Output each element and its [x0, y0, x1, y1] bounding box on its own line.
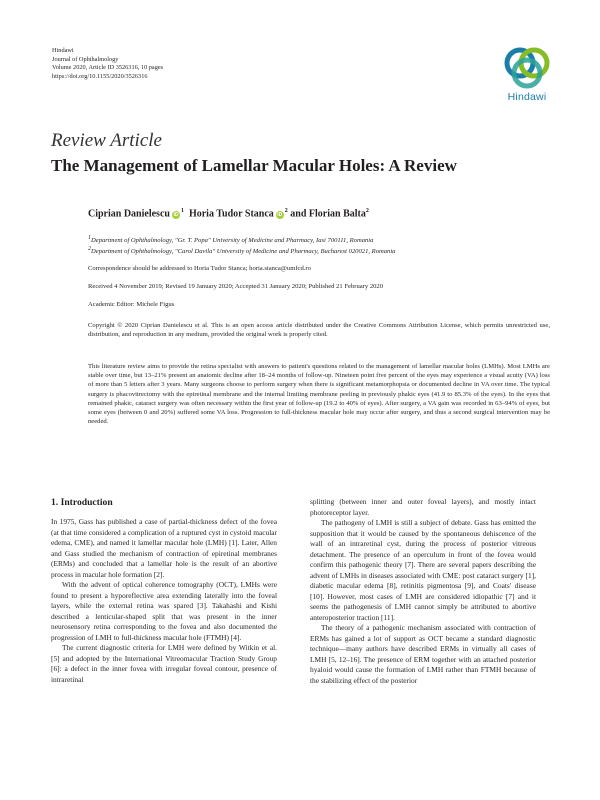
affiliation-sup: 1	[88, 235, 91, 241]
author-affiliation-sup: 1	[180, 208, 184, 214]
affiliation-line	[88, 245, 550, 256]
article-type: Review Article	[51, 130, 162, 151]
academic-editor: Academic Editor: Michele Figus	[88, 301, 175, 308]
journal-meta	[52, 47, 163, 81]
copyright-notice: Copyright © 2020 Ciprian Danielescu et al. This is an open access article distributed under the Creative Commons Attribution License, which permits unrestricted use, distribution, and reproduction in any medium, provided the original work is properly cited.	[88, 322, 550, 339]
body-column-right	[310, 497, 536, 686]
author-affiliation-sup: 2	[284, 208, 288, 214]
author-name: Horia Tudor Stanca	[188, 208, 274, 220]
author-conjunction: and	[290, 208, 307, 220]
hindawi-logo-icon	[502, 47, 552, 89]
paragraph: With the advent of optical coherence tomography (OCT), LMHs were found to present a hyporeflective area extending laterally into the foveal layers, while the external retina was spared [3]. Takahashi and Kishi described a lenticular-shaped split that was present in the inner neurosensory retina corresponding to the fovea and also documented the progression of LMH to full-thickness macular hole (FTMH) [4].	[51, 580, 277, 642]
affiliation-text: Department of Ophthalmology, "Carol Davila" University of Medicine and Pharmacy, Bucharest 020021, Romania	[91, 248, 396, 256]
logo-wordmark: Hindawi	[507, 91, 547, 103]
author-list	[88, 208, 369, 219]
orcid-icon[interactable]: iD	[173, 212, 179, 219]
publication-dates: Received 4 November 2019; Revised 19 January 2020; Accepted 31 January 2020; Published 21 February 2020	[88, 283, 384, 290]
volume-line: Volume 2020, Article ID 3526316, 10 pages	[52, 64, 164, 72]
section-heading: 1. Introduction	[51, 497, 113, 508]
paragraph: splitting (between inner and outer foveal layers), and mostly intact photoreceptor layer.	[310, 497, 536, 517]
paragraph: The theory of a pathogenic mechanism associated with contraction of ERMs has gained a lot of support as OCT became a standard diagnostic technique—many authors have described ERMs in virtually all cases of LMH [5, 12–16]. The presence of ERM together with an attached posterior hyaloid would cause the formation of LMH rather than FTMH because of the stabilizing effect of the posterior	[310, 623, 536, 685]
hindawi-logo	[498, 47, 556, 103]
correspondence: Correspondence should be addressed to Horia Tudor Stanca; horia.stanca@umfcd.ro	[88, 265, 311, 272]
journal-name: Journal of Ophthalmology	[52, 55, 119, 63]
affiliations	[88, 234, 550, 257]
abstract: This literature review aims to provide the retina specialist with answers to patient's questions related to the management of lamellar macular holes (LMHs). Most LMHs are stable over time, but 13–21% present an anatomic decline after 18–24 months of follow-up. Nineteen point five percent of the eyes may experience a visual acuity (VA) loss of more than 5 letters after 3 years. Many surgeons choose to perform surgery when there is significant metamorphopsia or documented decline in VA over time. The typical surgery is phacovitrectomy with the epiretinal membrane and the internal limiting membrane peeling in previously phakic eyes (41.9 to 85.3% of the eyes). In the eyes that remained phakic, cataract surgery was often necessary within the first year of follow-up (19.2 to 40% of eyes). After surgery, a VA gain was recorded in 63–94% of eyes, but some eyes (between 0 and 20%) suffered some VA loss. Progression to full-thickness macular hole may occur after surgery, and thus a second surgical intervention may be needed.	[88, 363, 550, 426]
orcid-icon[interactable]: iD	[277, 212, 283, 219]
body-column-left	[51, 497, 277, 685]
author-name: Florian Balta	[308, 208, 366, 220]
author-affiliation-sup: 2	[365, 208, 369, 214]
author-name: Ciprian Danielescu	[88, 208, 170, 220]
affiliation-line	[88, 234, 550, 245]
doi-link[interactable]: https://doi.org/10.1155/2020/3526316	[52, 72, 148, 80]
paragraph: In 1975, Gass has published a case of partial-thickness defect of the fovea (at that time considered a complication of a ruptured cyst in cystoid macular edema, CME), and named it lamellar macular hole (LMH) [1]. Later, Allen and Gass studied the mechanism of contraction of epiretinal membranes (ERMs) and concluded that a lamellar hole is the result of an abortive process in macular hole formation [2].	[51, 517, 277, 579]
paragraph: The pathogeny of LMH is still a subject of debate. Gass has emitted the supposition that it would be caused by the spontaneous dehiscence of the wall of an intraretinal cyst, during the process of posterior vitreous detachment. The presence of an operculum in front of the fovea would confirm this pathogenic theory [7]. There are several papers describing the advent of LMHs in diseases associated with CME: post cataract surgery [1], diabetic macular edema [8], retinitis pigmentosa [9], and Coats' disease [10]. However, most cases of LMH are considered idiopathic [7] and it seems the pathogenesis of LMH cannot simply be attributed to abortive anteroposterior traction [11].	[310, 518, 536, 622]
affiliation-sup: 2	[88, 246, 91, 253]
article-title: The Management of Lamellar Macular Holes: A Review	[51, 156, 457, 175]
affiliation-text: Department of Ophthalmology, "Gr. T. Popa" University of Medicine and Pharmacy, Iasi 700111, Romania	[91, 237, 374, 245]
publisher-name: Hindawi	[52, 47, 74, 54]
paragraph: The current diagnostic criteria for LMH were defined by Witkin et al. [5] and adopted by the International Vitreomacular Traction Study Group [6]: a defect in the inner fovea with irregular foveal contour, presence of intraretinal	[51, 643, 277, 684]
